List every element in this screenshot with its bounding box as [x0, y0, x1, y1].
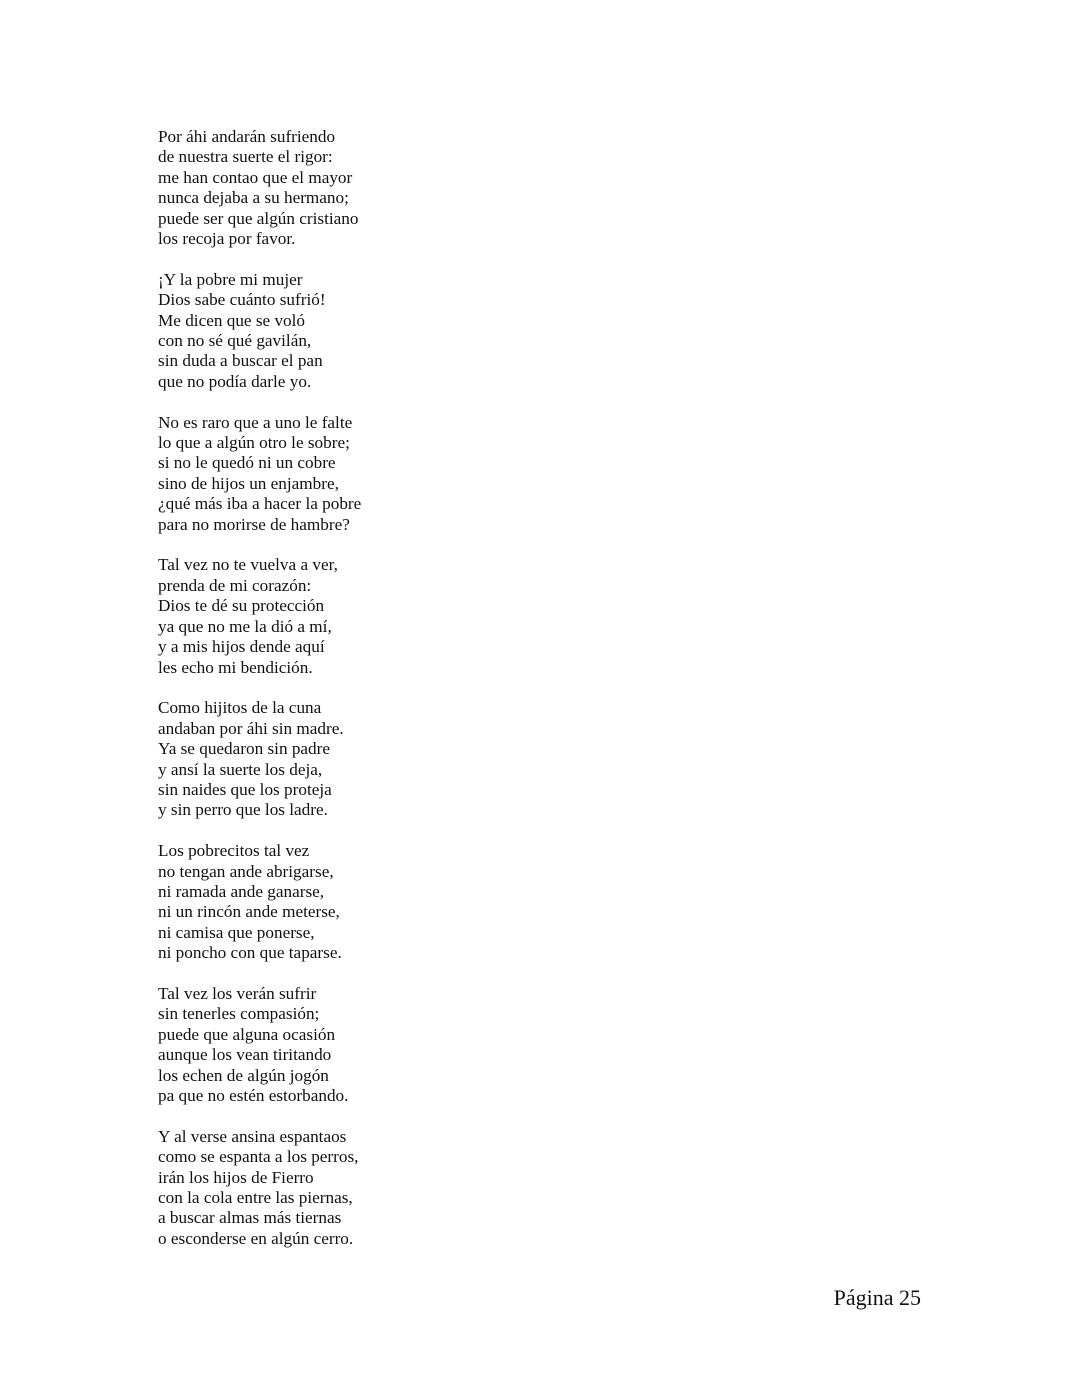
- poem-line: ¡Y la pobre mi mujer: [158, 269, 303, 289]
- stanza: [158, 127, 578, 249]
- poem-line: Ya se quedaron sin padre: [158, 739, 330, 759]
- poem-line: y ansí la suerte los deja,: [158, 759, 323, 779]
- poem-line: Tal vez no te vuelva a ver,: [158, 555, 338, 575]
- poem-line: ni un rincón ande meterse,: [158, 902, 340, 922]
- stanza: [158, 698, 578, 820]
- stanza: [158, 270, 578, 392]
- poem-body: [158, 127, 578, 1270]
- poem-line: a buscar almas más tiernas: [158, 1208, 342, 1228]
- poem-line: me han contao que el mayor: [158, 167, 353, 187]
- poem-line: ¿qué más iba a hacer la pobre: [158, 494, 362, 514]
- poem-line: sino de hijos un enjambre,: [158, 473, 339, 493]
- poem-line: Dios sabe cuánto sufrió!: [158, 290, 326, 310]
- poem-line: Los pobrecitos tal vez: [158, 841, 310, 861]
- stanza: [158, 841, 578, 963]
- poem-line: irán los hijos de Fierro: [158, 1167, 314, 1187]
- poem-line: Dios te dé su protección: [158, 596, 325, 616]
- poem-line: ni poncho con que taparse.: [158, 943, 342, 963]
- poem-line: sin tenerles compasión;: [158, 1004, 320, 1024]
- stanza: [158, 413, 578, 535]
- poem-line: de nuestra suerte el rigor:: [158, 147, 333, 167]
- poem-line: para no morirse de hambre?: [158, 514, 350, 534]
- poem-line: Por áhi andarán sufriendo: [158, 127, 336, 146]
- poem-line: pa que no estén estorbando.: [158, 1086, 349, 1105]
- poem-line: Como hijitos de la cuna: [158, 698, 322, 718]
- poem-line: lo que a algún otro le sobre;: [158, 433, 350, 453]
- poem-line: puede ser que algún cristiano: [158, 208, 359, 228]
- poem-line: no tengan ande abrigarse,: [158, 861, 334, 881]
- poem-line: aunque los vean tiritando: [158, 1045, 332, 1065]
- poem-line: que no podía darle yo.: [158, 371, 312, 391]
- stanza: [158, 984, 578, 1106]
- poem-line: ni camisa que ponerse,: [158, 922, 315, 942]
- poem-line: sin duda a buscar el pan: [158, 351, 323, 371]
- poem-line: o esconderse en algún cerro.: [158, 1228, 354, 1248]
- poem-line: Y al verse ansina espantaos: [158, 1126, 347, 1146]
- stanza: [158, 1127, 578, 1249]
- poem-line: andaban por áhi sin madre.: [158, 718, 344, 738]
- poem-line: con no sé qué gavilán,: [158, 331, 312, 351]
- poem-line: nunca dejaba a su hermano;: [158, 188, 349, 208]
- stanza: [158, 555, 578, 677]
- poem-line: puede que alguna ocasión: [158, 1024, 336, 1044]
- poem-line: y a mis hijos dende aquí: [158, 637, 325, 657]
- poem-line: Me dicen que se voló: [158, 310, 306, 330]
- poem-line: si no le quedó ni un cobre: [158, 453, 336, 473]
- page-number: Página 25: [833, 1285, 921, 1310]
- poem-line: les echo mi bendición.: [158, 657, 313, 677]
- poem-line: ya que no me la dió a mí,: [158, 616, 332, 636]
- poem-line: como se espanta a los perros,: [158, 1147, 359, 1167]
- poem-line: los recoja por favor.: [158, 229, 296, 249]
- poem-line: los echen de algún jogón: [158, 1065, 329, 1085]
- poem-line: No es raro que a uno le falte: [158, 412, 353, 432]
- poem-line: y sin perro que los ladre.: [158, 800, 328, 820]
- poem-line: Tal vez los verán sufrir: [158, 983, 317, 1003]
- poem-line: prenda de mi corazón:: [158, 575, 312, 595]
- poem-line: sin naides que los proteja: [158, 779, 332, 799]
- poem-line: con la cola entre las piernas,: [158, 1188, 353, 1208]
- poem-line: ni ramada ande ganarse,: [158, 881, 325, 901]
